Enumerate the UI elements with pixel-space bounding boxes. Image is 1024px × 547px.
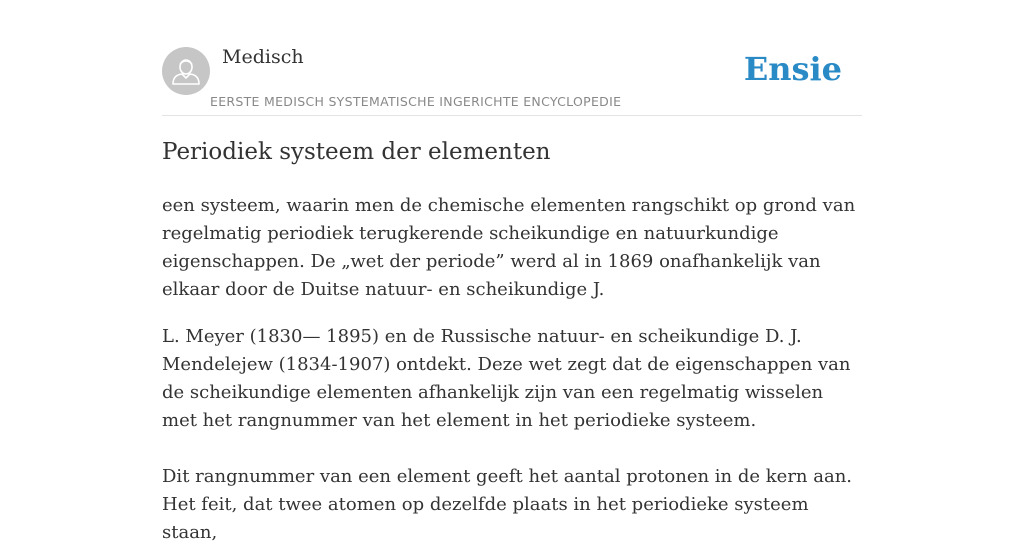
header-divider [162,115,862,116]
ensie-logo[interactable]: Ensie [743,50,842,88]
publication-header [162,0,862,116]
publication-avatar[interactable] [162,47,210,95]
article-paragraph: L. Meyer (1830— 1895) en de Russische natuur- en scheikundige D. J. Mendelejew (1834-1907) ontdekt. Deze wet zegt dat de eigenschappen van de scheikundige elementen afhankelijk zijn van een regelmatig wisselen met het rangnummer van het element in het periodieke systeem. [162,326,851,431]
article-title: Periodiek systeem der elementen [162,139,551,165]
user-icon [162,47,210,95]
article-paragraph: een systeem, waarin men de chemische elementen rangschikt op grond van regelmatig periodiek terugkerende scheikundige en natuurkundige eigenschappen. De „wet der periode” werd al in 1869 onafhankelijk van elkaar door de Duitse natuur- en scheikundige J. [162,195,856,300]
publication-title[interactable]: Medisch [222,46,304,68]
article-paragraph: Dit rangnummer van een element geeft het aantal protonen in de kern aan. Het feit, dat twee atomen op dezelfde plaats in het periodieke systeem staan, [162,466,853,543]
publication-subtitle: EERSTE MEDISCH SYSTEMATISCHE INGERICHTE ENCYCLOPEDIE [210,94,622,109]
